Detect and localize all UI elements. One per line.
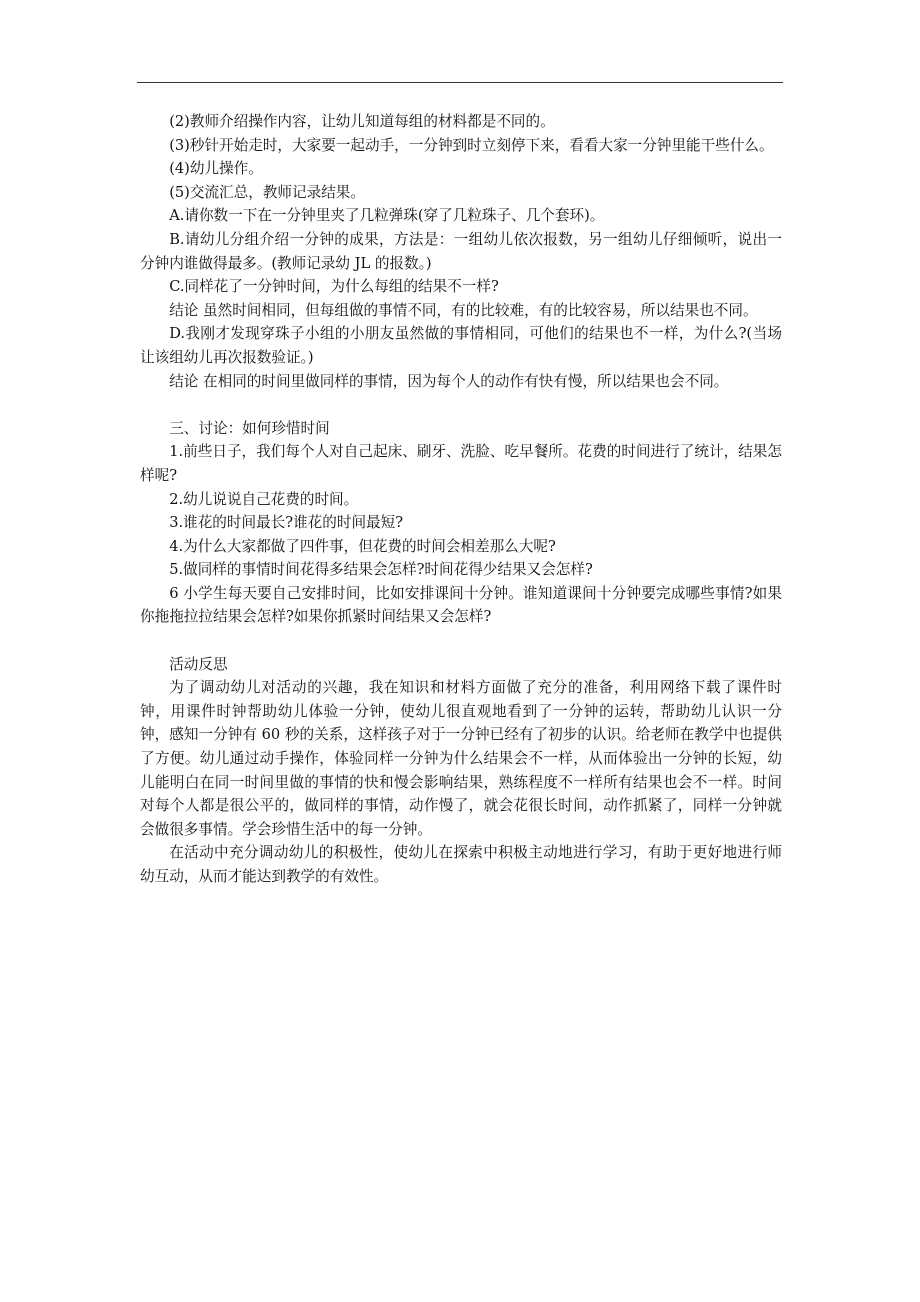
paragraph-step-5: (5)交流汇总，教师记录结果。 (169, 183, 365, 201)
discussion-item-6: 6 小学生每天要自己安排时间，比如安排课间十分钟。谁知道课间十分钟要完成哪些事情?如果你拖拖拉拉结果会怎样?如果你抓紧时间结果又会怎样? (140, 584, 782, 626)
document-body (140, 110, 782, 889)
reflection-paragraph-2: 在活动中充分调动幼儿的积极性，使幼儿在探索中积极主动地进行学习，有助于更好地进行师幼互动，从而才能达到教学的有效性。 (140, 844, 782, 885)
section-gap (140, 393, 782, 417)
section-gap (140, 629, 782, 653)
reflection-heading: 活动反思 (169, 655, 228, 673)
reflection-paragraph-1: 为了调动幼儿对活动的兴趣，我在知识和材料方面做了充分的准备，利用网络下载了课件时钟，用课件时钟帮助幼儿体验一分钟，使幼儿很直观地看到了一分钟的运转，帮助幼儿认识一分钟，感知一分钟有 60 秒的关系，这样孩子对于一分钟已经有了初步的认识。给老师在教学中也提供了方便。幼儿通过动手操作，体验同样一分钟为什么结果会不一样，从而体验出一分钟的长短，幼儿能明白在同一时间里做的事情的快和慢会影响结果，熟练程度不一样所有结果也会不一样。时间对每个人都是很公平的，做同样的事情，动作慢了，就会花很长时间，动作抓紧了，同样一分钟就会做很多事情。学会珍惜生活中的每一分钟。 (140, 679, 782, 838)
paragraph-conclusion-1: 结论 虽然时间相同，但每组做的事情不同，有的比较难，有的比较容易，所以结果也不同。 (169, 301, 758, 319)
paragraph-step-4: (4)幼儿操作。 (169, 160, 263, 178)
discussion-item-3: 3.谁花的时间最长?谁花的时间最短? (169, 514, 404, 532)
discussion-item-1: 1.前些日子，我们每个人对自己起床、刷牙、洗脸、吃早餐所。花费的时间进行了统计，结果怎样呢? (140, 443, 782, 484)
discussion-item-5: 5.做同样的事情时间花得多结果会怎样?时间花得少结果又会怎样? (169, 561, 593, 579)
paragraph-item-d: D.我刚才发现穿珠子小组的小朋友虽然做的事情相同，可他们的结果也不一样，为什么?(当场让该组幼儿再次报数验证。) (140, 325, 782, 366)
header-rule (137, 82, 783, 83)
discussion-item-4: 4.为什么大家都做了四件事，但花费的时间会相差那么大呢? (169, 537, 556, 555)
paragraph-conclusion-2: 结论 在相同的时间里做同样的事情，因为每个人的动作有快有慢，所以结果也会不同。 (169, 372, 729, 390)
paragraph-item-c: C.同样花了一分钟时间，为什么每组的结果不一样? (169, 278, 499, 296)
paragraph-step-2: (2)教师介绍操作内容，让幼儿知道每组的材料都是不同的。 (169, 113, 555, 130)
paragraph-item-a: A.请你数一下在一分钟里夹了几粒弹珠(穿了几粒珠子、几个套环)。 (169, 207, 605, 225)
paragraph-item-b: B.请幼儿分组介绍一分钟的成果，方法是：一组幼儿依次报数，另一组幼儿仔细倾听，说出一分钟内谁做得最多。(教师记录幼 JL 的报数。) (140, 230, 782, 272)
section-3-heading: 三、讨论：如何珍惜时间 (169, 419, 330, 437)
paragraph-step-3: (3)秒针开始走时，大家要一起动手，一分钟到时立刻停下来，看看大家一分钟里能干些什么。 (169, 136, 774, 154)
discussion-item-2: 2.幼儿说说自己花费的时间。 (169, 490, 359, 508)
